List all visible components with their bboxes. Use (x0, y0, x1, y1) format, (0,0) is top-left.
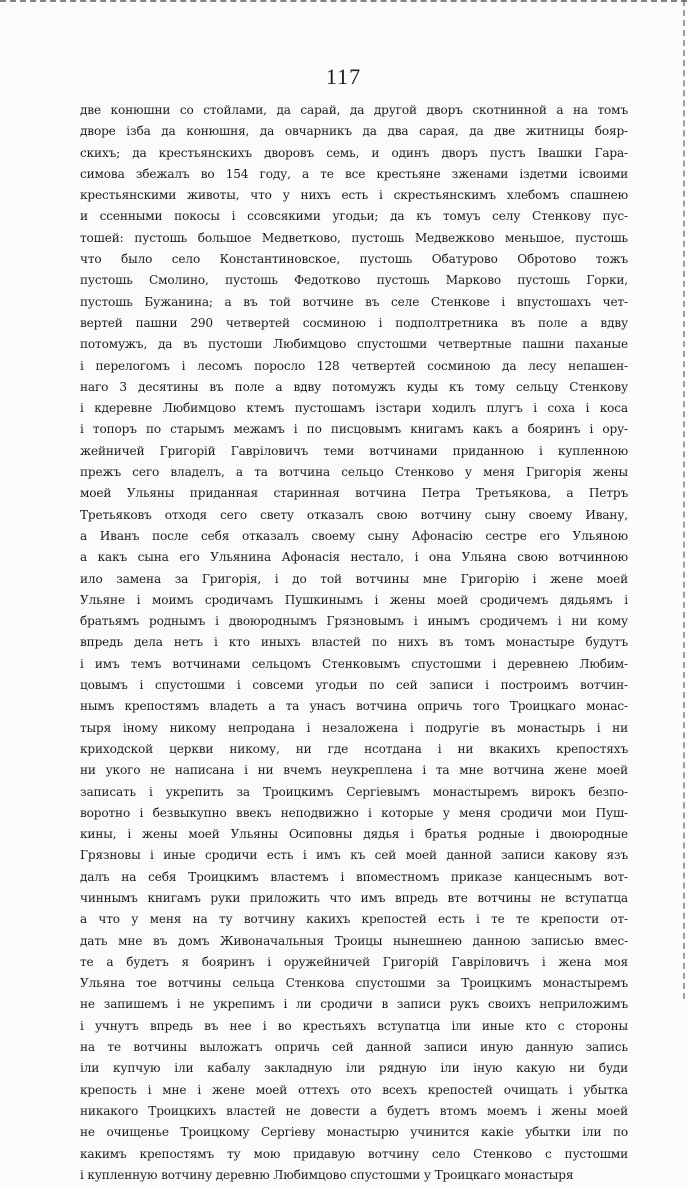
text-line: что было село Константиновское, пустошь Обатурово Обротово тожъ (80, 252, 628, 267)
text-line: ни укого не написана i ни вчемъ неукреплена i та мне вотчина жене моей (80, 763, 628, 778)
text-line: потомужъ, да въ пустоши Любимцово спустошми четвертные пашни паханые (80, 337, 628, 352)
text-line: моей Ульяны приданная старинная вотчина Петра Третьякова, а Петръ (80, 486, 628, 501)
text-line: жейничей Григорiй Гаврiловичъ теми вотчинами приданною i купленною (80, 443, 628, 458)
text-line: пустошь Смолино, пустошь Федотково пустошь Марково пустошь Горки, (80, 273, 628, 288)
text-line: братьямъ роднымъ i двоюроднымъ Грязновымъ i инымъ сродичемъ i ни кому (80, 614, 628, 629)
text-line: Ульяне i моимъ сродичамъ Пушкинымъ i жены моей сродичемъ дядьямъ i (80, 592, 628, 607)
text-line: i купленную вотчину деревню Любимцово спустошми у Троицкаго монастыря (80, 1167, 574, 1182)
text-line: воротно i безвыкупно ввекъ неподвижно i которые у меня сродичи мои Пуш- (80, 805, 628, 820)
text-line: крепость i мне i жене моей оттехъ ото всехъ крепостей очищать i убытка (80, 1082, 628, 1097)
text-line: криходской церкви никому, ни где нсотдана i ни вкакихъ крепостяхъ (80, 741, 628, 756)
text-line: i кдеревне Любимцово ктемъ пустошамъ iзстари ходилъ плугъ i соха i коса (80, 401, 628, 416)
text-line: не очищенье Троицкому Сергiеву монастырю учинится какiе убытки iли по (80, 1125, 628, 1140)
text-line: никакого Троицкихъ властей не довести а будетъ втомъ моемъ i жены моей (80, 1103, 628, 1118)
text-line: далъ на себя Троицкимъ властемъ i впоместномъ приказе канцеснымъ вот- (80, 869, 628, 884)
top-page-border (0, 0, 687, 7)
text-line: i имъ темъ вотчинами сельцомъ Стенковымъ спустошми i деревнею Любим- (80, 656, 628, 671)
text-line: i перелогомъ i лесомъ поросло 128 четвертей сосминою да лесу непашен- (80, 358, 628, 373)
text-line: Третьяковъ отходя сего свету отказалъ свою вотчину сыну своему Ивану, (80, 507, 628, 522)
text-line: Ульяна тое вотчины сельца Стенкова спустошми за Троицкимъ монастыремъ (80, 976, 628, 991)
text-line: впредь дела нетъ i кто иныхъ властей по нихъ въ томъ монастыре будутъ (80, 635, 628, 650)
text-line: нымъ крепостямъ владеть а та унасъ вотчина опричь того Троицкаго монас- (80, 699, 628, 714)
text-line: Грязновы i иные сродичи есть i имъ къ сей моей данной записи какову язъ (80, 848, 628, 863)
text-line: кины, i жены моей Ульяны Осиповны дядья i братья родные i двоюродные (80, 827, 628, 842)
text-line: те а будетъ я бояринъ i оружейничей Григорiй Гаврiловичъ i жена моя (80, 954, 628, 969)
text-line: скихъ; да крестьянскихъ дворовъ семь, и одинъ дворъ пустъ Івашки Гара- (80, 145, 628, 160)
text-line: а какъ сына его Ульянина Афонасiя нестало, i она Ульяна свою вотчинною (80, 550, 628, 565)
text-line: прежъ сего владелъ, а та вотчина сельцо Стенково у меня Григорiя жены (80, 465, 628, 480)
text-line: пустошь Бужанина; а въ той вотчине въ селе Стенкове i впустошахъ чет- (80, 294, 628, 309)
text-line: тыря iному никому непродана i незаложена i подругiе въ монастырь i ни (80, 720, 628, 735)
text-line: на те вотчины выложатъ опричь сей данной записи иную данную запись (80, 1040, 628, 1055)
body-text (80, 100, 628, 1186)
text-line: какимъ крепостямъ ту мою придавую вотчину село Стенково с пустошми (80, 1146, 628, 1161)
text-line: а что у меня на ту вотчину какихъ крепостей есть i те те крепости от- (80, 912, 628, 927)
text-line: дворе iзба да конюшня, да овчарникъ да два сарая, да две житницы бояр- (80, 124, 628, 139)
text-line: чиннымъ книгамъ руки приложить что имъ впредь вте вотчины не вступатца (80, 890, 628, 905)
text-line: iли купчую iли кабалу закладную iли рядную iли iную какую ни буди (80, 1061, 628, 1076)
text-line: симова збежалъ во 154 году, а те все крестьяне зженами iздетми iсвоими (80, 166, 628, 181)
text-line: не запишемъ i не укрепимъ i ли сродичи в записи рукъ своихъ неприложимъ (80, 997, 628, 1012)
right-page-border (683, 0, 685, 999)
text-line: i топоръ по старымъ межамъ i по писцовымъ книгамъ какъ а бояринъ i oру- (80, 422, 628, 437)
text-line: дать мне въ домъ Живоначальныя Троицы нынешнею данною записью вмес- (80, 933, 628, 948)
text-line: две конюшни со стойлами, да сарай, да другой дворъ скотнинной а на томъ (80, 103, 628, 117)
text-line: крестьянскими животы, что у нихъ есть i скрестьянскимъ хлебомъ спашнею (80, 188, 628, 203)
text-line: записать i укрепить за Троицкимъ Сергiевымъ монастыремъ вирокъ безпо- (80, 784, 628, 799)
text-line: ило замена за Григорiя, i до той вотчины мне Григорiю i жене моей (80, 571, 628, 586)
text-line: i учнутъ впредь въ нее i во крестьяхъ вступатца iли иные кто с стороны (80, 1018, 628, 1033)
page-number: 117 (325, 64, 362, 89)
text-line: и ссенными покосы i ссовсякими угодьи; да къ томуъ селу Стенкову пус- (80, 209, 628, 224)
text-line: вертей пашни 290 четвертей cосминою i подполтретникa въ поле а вдву (80, 315, 628, 330)
text-line: цовымъ i спустошми i совсеми угодьи по сей записи i построимъ вотчин- (80, 678, 628, 693)
text-line: а Иванъ после себя отказалъ своему сыну Афонасiю сестре его Ульяною (80, 528, 628, 543)
text-line: тошей: пустошь большое Медветково, пустошь Медвежково меньшое, пустошь (80, 230, 628, 245)
text-line: наго 3 десятины въ поле а вдву потомужъ куды къ тому сельцу Стенкову (80, 379, 628, 394)
